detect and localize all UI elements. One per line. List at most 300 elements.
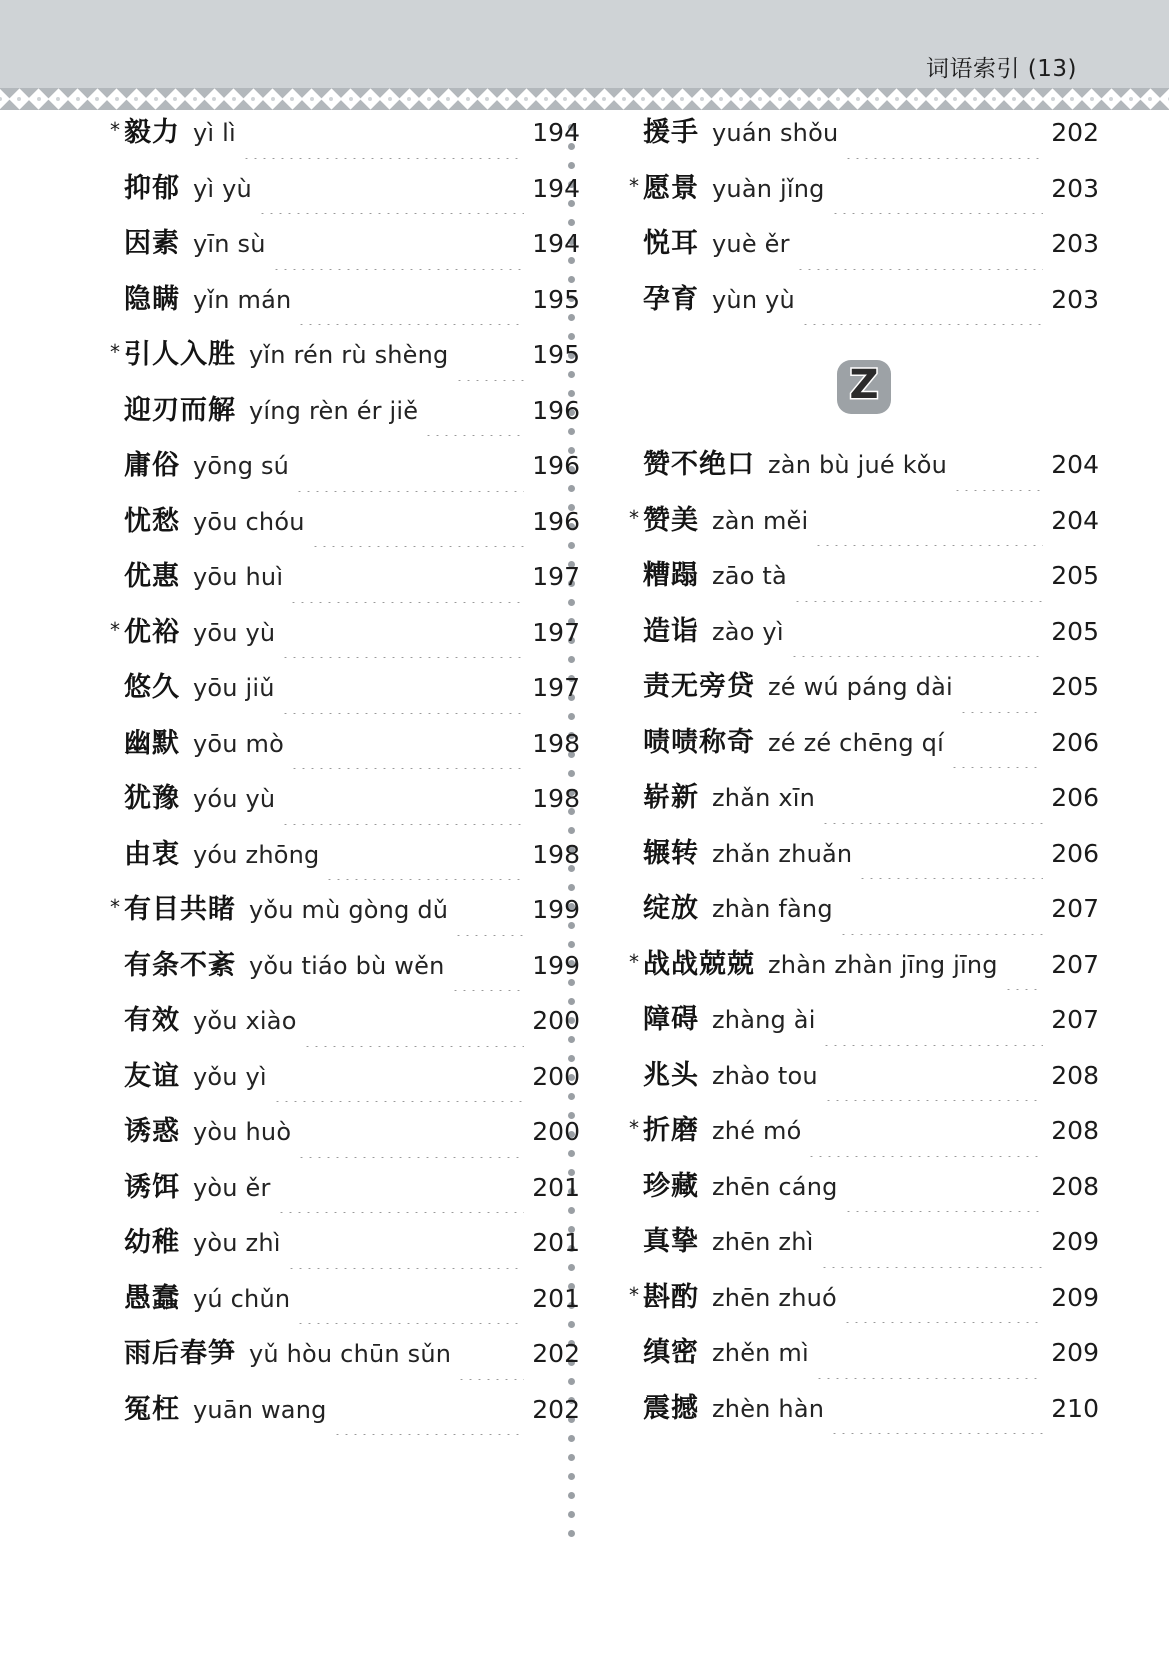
diamond-center-dot: [953, 97, 957, 101]
leader-dots: [333, 1434, 524, 1435]
index-entry[interactable]: [629, 166, 1099, 222]
entry-word: 幼稚: [124, 1227, 180, 1258]
leader-dots: [815, 1378, 1043, 1379]
index-entry[interactable]: [629, 442, 1099, 498]
diamond-center-dot: [407, 97, 411, 101]
starred-marker-icon: *: [629, 1116, 639, 1140]
entry-word: 折磨: [643, 1115, 699, 1146]
index-entry[interactable]: [629, 1275, 1099, 1331]
index-entry[interactable]: [629, 277, 1099, 333]
diamond-center-dot: [173, 97, 177, 101]
entry-page-number: 194: [532, 173, 580, 203]
entry-page-number: 203: [1051, 284, 1099, 314]
leader-dots: [242, 158, 524, 159]
diamond-center-dot: [232, 97, 236, 101]
index-entry[interactable]: [629, 1164, 1099, 1220]
diamond-center-dot: [251, 97, 255, 101]
entry-word: 犹豫: [124, 783, 180, 814]
entry-pinyin: yì yù: [193, 174, 252, 203]
entry-pinyin: zhèn hàn: [712, 1394, 825, 1423]
entry-word: 赞美: [643, 504, 699, 536]
leader-dots: [303, 1046, 524, 1047]
entry-word: 抑郁: [124, 172, 180, 204]
leader-dots: [281, 713, 524, 714]
divider-dot: [568, 1454, 575, 1461]
entry-page-number: 203: [1051, 173, 1099, 203]
entry-word: 震撼: [643, 1392, 699, 1424]
entry-pinyin: yōu yù: [193, 618, 276, 647]
index-entry[interactable]: [110, 443, 580, 499]
entry-pinyin: zhé mó: [712, 1117, 802, 1145]
leader-dots: [454, 935, 524, 936]
leader-dots: [858, 878, 1043, 879]
diamond-center-dot: [505, 97, 509, 101]
entry-word: 有效: [124, 1005, 180, 1036]
page-header-band: [0, 0, 1169, 88]
entry-page-number: 207: [1051, 949, 1099, 979]
entry-pinyin: yòu zhì: [193, 1229, 281, 1257]
index-entry[interactable]: [110, 776, 580, 832]
index-entry[interactable]: [110, 110, 580, 166]
entry-word: 诱饵: [124, 1171, 180, 1203]
diamond-center-dot: [56, 97, 60, 101]
entry-word: 愚蠢: [124, 1282, 180, 1314]
entry-pinyin: yòu huò: [193, 1118, 292, 1146]
entry-page-number: 197: [532, 562, 580, 591]
entry-pinyin: zàn bù jué kǒu: [768, 451, 948, 479]
entry-page-number: 198: [532, 839, 580, 869]
entry-word: 辗转: [643, 837, 699, 869]
entry-page-number: 209: [1051, 1227, 1099, 1256]
leader-dots: [289, 602, 524, 603]
index-entry[interactable]: [629, 221, 1099, 277]
entry-word: 隐瞒: [124, 283, 180, 315]
diamond-center-dot: [1148, 97, 1152, 101]
page-header-title: 词语索引 (13): [925, 56, 1077, 82]
leader-dots: [807, 1156, 1043, 1157]
diamond-center-dot: [739, 97, 743, 101]
leader-dots: [839, 934, 1043, 935]
diamond-center-dot: [485, 97, 489, 101]
diamond-center-dot: [836, 97, 840, 101]
entry-pinyin: yuè ěr: [712, 230, 790, 258]
leader-dots: [824, 1100, 1043, 1101]
diamond-center-dot: [583, 97, 587, 101]
index-entry[interactable]: [110, 332, 580, 388]
entry-pinyin: yíng rèn ér jiě: [249, 396, 419, 425]
entry-page-number: 205: [1051, 561, 1099, 590]
starred-marker-icon: *: [110, 340, 120, 364]
diamond-center-dot: [37, 97, 41, 101]
leader-dots: [844, 158, 1043, 159]
index-entry[interactable]: [629, 997, 1099, 1053]
index-entry[interactable]: [110, 1220, 580, 1276]
entry-word: 啧啧称奇: [643, 726, 755, 758]
diamond-center-dot: [641, 97, 645, 101]
index-entry[interactable]: [629, 720, 1099, 776]
entry-word: 庸俗: [124, 450, 180, 481]
entry-pinyin: zhēn cáng: [712, 1172, 838, 1201]
entry-page-number: 197: [532, 617, 580, 647]
entry-page-number: 209: [1051, 1338, 1099, 1367]
diamond-center-dot: [368, 97, 372, 101]
entry-word: 雨后春笋: [124, 1338, 236, 1369]
entry-word: 诱惑: [124, 1116, 180, 1147]
entry-page-number: 202: [532, 1394, 580, 1424]
entry-page-number: 204: [1051, 505, 1099, 535]
entry-pinyin: yōu chóu: [193, 507, 305, 536]
entry-pinyin: yì lì: [193, 119, 236, 147]
index-entry[interactable]: [110, 1054, 580, 1110]
entry-pinyin: zhǎn zhuǎn: [712, 839, 853, 868]
diamond-center-dot: [758, 97, 762, 101]
entry-page-number: 195: [532, 284, 580, 314]
entry-page-number: 203: [1051, 229, 1099, 258]
entry-pinyin: zhàn fàng: [712, 895, 833, 923]
entry-word: 绽放: [643, 893, 699, 924]
entry-pinyin: zhǎn xīn: [712, 784, 816, 812]
diamond-center-dot: [212, 97, 216, 101]
entry-word: 援手: [643, 117, 699, 148]
leader-dots: [297, 1157, 524, 1158]
section-letter-badge: [837, 360, 891, 414]
entry-page-number: 201: [532, 1283, 580, 1313]
entry-pinyin: yǔ hòu chūn sǔn: [249, 1340, 452, 1368]
index-entry[interactable]: [110, 277, 580, 333]
index-entry[interactable]: [629, 1053, 1099, 1109]
entry-word: 真挚: [643, 1226, 699, 1257]
entry-page-number: 205: [1051, 672, 1099, 701]
index-entry[interactable]: [629, 498, 1099, 554]
leader-dots: [814, 545, 1043, 546]
entry-word: 冤枉: [124, 1393, 180, 1425]
leader-dots: [451, 990, 524, 991]
entry-page-number: 196: [532, 506, 580, 536]
entry-word: 赞不绝口: [643, 449, 755, 480]
leader-dots: [287, 1268, 524, 1269]
diamond-center-dot: [466, 97, 470, 101]
diamond-center-dot: [973, 97, 977, 101]
entry-word: 崭新: [643, 782, 699, 813]
entry-word: 珍藏: [643, 1170, 699, 1202]
diamond-center-dot: [1031, 97, 1035, 101]
entry-word: 迎刃而解: [124, 394, 236, 426]
leader-dots: [258, 213, 524, 214]
entry-page-number: 200: [532, 1061, 580, 1091]
index-entry[interactable]: [110, 1276, 580, 1332]
diamond-center-dot: [563, 97, 567, 101]
index-column-left: [110, 110, 580, 1442]
entry-pinyin: zào yì: [712, 617, 784, 646]
entry-word: 斟酌: [643, 1281, 699, 1313]
entry-pinyin: zhào tou: [712, 1061, 818, 1090]
entry-page-number: 199: [532, 895, 580, 924]
leader-dots: [273, 1101, 524, 1102]
divider-dot: [568, 1492, 575, 1499]
entry-word: 造诣: [643, 615, 699, 647]
diamond-center-dot: [134, 97, 138, 101]
index-entry[interactable]: [110, 665, 580, 721]
leader-dots: [843, 1322, 1043, 1323]
entry-pinyin: yuàn jǐng: [712, 174, 825, 203]
entry-page-number: 195: [532, 340, 580, 369]
diamond-center-dot: [797, 97, 801, 101]
diamond-center-dot: [329, 97, 333, 101]
entry-pinyin: yōu mò: [193, 729, 284, 758]
diamond-center-dot: [271, 97, 275, 101]
entry-pinyin: yóu yù: [193, 785, 276, 813]
entry-word: 孕育: [643, 283, 699, 315]
entry-page-number: 194: [532, 118, 580, 147]
diamond-center-dot: [1012, 97, 1016, 101]
index-entry[interactable]: [629, 553, 1099, 609]
entry-pinyin: yǐn mán: [193, 285, 292, 314]
index-entry[interactable]: [629, 1219, 1099, 1275]
entry-pinyin: zé wú páng dài: [768, 673, 953, 701]
entry-pinyin: zhēn zhì: [712, 1228, 814, 1256]
leader-dots: [953, 490, 1043, 491]
leader-dots: [455, 380, 525, 381]
leader-dots: [959, 712, 1043, 713]
index-entry[interactable]: [110, 499, 580, 555]
index-entry[interactable]: [629, 609, 1099, 665]
leader-dots: [325, 879, 524, 880]
index-entry[interactable]: [629, 886, 1099, 942]
entry-pinyin: yǐn rén rù shèng: [249, 341, 449, 369]
diamond-center-dot: [934, 97, 938, 101]
entry-pinyin: yīn sù: [193, 230, 266, 258]
index-columns: [0, 110, 1169, 1442]
entry-word: 忧愁: [124, 505, 180, 537]
index-entry[interactable]: [110, 721, 580, 777]
leader-dots: [1004, 989, 1043, 990]
index-entry[interactable]: [110, 166, 580, 222]
entry-word: 糟蹋: [643, 560, 699, 591]
diamond-center-dot: [992, 97, 996, 101]
entry-pinyin: yǒu xiào: [193, 1007, 297, 1035]
starred-marker-icon: *: [110, 118, 120, 142]
leader-dots: [844, 1211, 1043, 1212]
starred-marker-icon: *: [629, 173, 639, 198]
diamond-center-dot: [817, 97, 821, 101]
entry-pinyin: zhàng ài: [712, 1006, 816, 1034]
entry-page-number: 208: [1051, 1171, 1099, 1201]
index-entry[interactable]: [110, 943, 580, 999]
index-entry[interactable]: [629, 1108, 1099, 1164]
entry-pinyin: zhàn zhàn jīng jīng: [768, 950, 998, 979]
entry-word: 战战兢兢: [643, 948, 755, 980]
index-page-body: [0, 110, 1169, 1655]
index-entry[interactable]: [629, 831, 1099, 887]
diamond-center-dot: [17, 97, 21, 101]
entry-page-number: 198: [532, 784, 580, 813]
index-entry[interactable]: [110, 554, 580, 610]
leader-dots: [295, 491, 524, 492]
entry-pinyin: yòu ěr: [193, 1173, 271, 1202]
index-entry[interactable]: [110, 887, 580, 943]
diamond-center-dot: [1090, 97, 1094, 101]
entry-pinyin: yuán shǒu: [712, 119, 839, 147]
diamond-center-dot: [875, 97, 879, 101]
leader-dots: [801, 324, 1043, 325]
starred-marker-icon: *: [629, 505, 639, 530]
starred-marker-icon: *: [629, 1282, 639, 1307]
entry-pinyin: zhěn mì: [712, 1339, 809, 1367]
entry-word: 由衷: [124, 838, 180, 870]
entry-pinyin: yōu huì: [193, 563, 284, 591]
index-entry[interactable]: [110, 1387, 580, 1443]
diamond-center-dot: [914, 97, 918, 101]
entry-page-number: 198: [532, 728, 580, 758]
entry-page-number: 207: [1051, 1005, 1099, 1034]
divider-dot: [568, 1473, 575, 1480]
entry-page-number: 210: [1051, 1393, 1099, 1423]
entry-page-number: 196: [532, 395, 580, 425]
entry-page-number: 208: [1051, 1116, 1099, 1145]
index-entry[interactable]: [110, 388, 580, 444]
entry-page-number: 206: [1051, 838, 1099, 868]
entry-pinyin: yǒu tiáo bù wěn: [249, 951, 445, 980]
diamond-center-dot: [349, 97, 353, 101]
entry-word: 因素: [124, 228, 180, 259]
index-entry[interactable]: [110, 1165, 580, 1221]
entry-pinyin: zhēn zhuó: [712, 1283, 837, 1312]
entry-pinyin: zé zé chēng qí: [768, 728, 944, 757]
entry-pinyin: yǒu yì: [193, 1062, 267, 1091]
entry-pinyin: yōu jiǔ: [193, 674, 275, 702]
leader-dots: [272, 269, 524, 270]
entry-page-number: 201: [532, 1228, 580, 1257]
diamond-center-dot: [895, 97, 899, 101]
index-entry[interactable]: [110, 221, 580, 277]
entry-page-number: 202: [532, 1339, 580, 1368]
leader-dots: [297, 324, 524, 325]
diamond-center-dot: [310, 97, 314, 101]
entry-page-number: 194: [532, 229, 580, 258]
diamond-center-dot: [1129, 97, 1133, 101]
leader-dots: [311, 546, 524, 547]
entry-page-number: 205: [1051, 616, 1099, 646]
section-letter-text: Z: [849, 362, 879, 408]
diamond-center-dot: [661, 97, 665, 101]
entry-page-number: 204: [1051, 450, 1099, 479]
entry-word: 悠久: [124, 672, 180, 703]
entry-word: 有条不紊: [124, 949, 236, 981]
diamond-center-dot: [1109, 97, 1113, 101]
entry-pinyin: yōng sú: [193, 452, 290, 480]
diamond-center-dot: [154, 97, 158, 101]
leader-dots: [830, 1433, 1043, 1434]
leader-dots: [424, 435, 524, 436]
diamond-center-dot: [700, 97, 704, 101]
entry-word: 有目共睹: [124, 894, 236, 925]
entry-page-number: 200: [532, 1117, 580, 1146]
entry-word: 愿景: [643, 172, 699, 204]
entry-word: 毅力: [124, 117, 180, 148]
entry-word: 优惠: [124, 561, 180, 592]
entry-pinyin: yú chǔn: [193, 1284, 291, 1313]
diamond-center-dot: [622, 97, 626, 101]
leader-dots: [290, 768, 524, 769]
entry-pinyin: yǒu mù gòng dǔ: [249, 896, 449, 924]
leader-dots: [457, 1379, 524, 1380]
entry-pinyin: yuān wang: [193, 1395, 327, 1424]
entry-pinyin: zāo tà: [712, 562, 787, 590]
index-entry[interactable]: [110, 610, 580, 666]
entry-page-number: 199: [532, 950, 580, 980]
leader-dots: [281, 657, 524, 658]
diamond-center-dot: [115, 97, 119, 101]
leader-dots: [950, 767, 1043, 768]
divider-dot: [568, 1530, 575, 1537]
diamond-center-dot: [544, 97, 548, 101]
entry-word: 引人入胜: [124, 339, 236, 370]
entry-page-number: 209: [1051, 1282, 1099, 1312]
entry-word: 缜密: [643, 1337, 699, 1368]
leader-dots: [822, 1045, 1043, 1046]
leader-dots: [821, 823, 1043, 824]
entry-word: 友谊: [124, 1060, 180, 1092]
leader-dots: [793, 601, 1043, 602]
entry-page-number: 207: [1051, 894, 1099, 923]
index-entry[interactable]: [110, 832, 580, 888]
leader-dots: [296, 1323, 524, 1324]
index-column-right: [629, 110, 1099, 1442]
leader-dots: [281, 824, 524, 825]
entry-page-number: 201: [532, 1172, 580, 1202]
index-entry[interactable]: [629, 664, 1099, 720]
entry-page-number: 196: [532, 451, 580, 480]
entry-word: 幽默: [124, 727, 180, 759]
index-entry[interactable]: [110, 998, 580, 1054]
entry-page-number: 197: [532, 673, 580, 702]
entry-page-number: 202: [1051, 118, 1099, 147]
index-entry[interactable]: [629, 1330, 1099, 1386]
entry-word: 责无旁贷: [643, 671, 755, 702]
divider-dot: [568, 1511, 575, 1518]
entry-pinyin: yóu zhōng: [193, 840, 320, 869]
leader-dots: [277, 1212, 524, 1213]
diamond-center-dot: [193, 97, 197, 101]
entry-page-number: 206: [1051, 783, 1099, 812]
diamond-center-dot: [388, 97, 392, 101]
entry-word: 兆头: [643, 1059, 699, 1091]
decorative-diamond-strip: [0, 88, 1169, 110]
diamond-center-dot: [524, 97, 528, 101]
diamond-center-dot: [95, 97, 99, 101]
section-letter-row: [629, 332, 1099, 442]
entry-pinyin: zàn měi: [712, 506, 809, 535]
entry-pinyin: yùn yù: [712, 285, 795, 314]
diamond-center-dot: [719, 97, 723, 101]
starred-marker-icon: *: [629, 949, 639, 974]
index-entry[interactable]: [629, 942, 1099, 998]
index-entry[interactable]: [110, 1331, 580, 1387]
index-entry[interactable]: [110, 1109, 580, 1165]
leader-dots: [831, 213, 1043, 214]
diamond-center-dot: [446, 97, 450, 101]
index-entry[interactable]: [629, 110, 1099, 166]
diamond-center-dot: [856, 97, 860, 101]
entry-word: 障碍: [643, 1004, 699, 1035]
index-entry[interactable]: [629, 1386, 1099, 1442]
entry-page-number: 208: [1051, 1060, 1099, 1090]
diamond-center-dot: [602, 97, 606, 101]
entry-word: 悦耳: [643, 228, 699, 259]
diamond-center-dot: [427, 97, 431, 101]
index-entry[interactable]: [629, 775, 1099, 831]
diamond-center-dot: [290, 97, 294, 101]
